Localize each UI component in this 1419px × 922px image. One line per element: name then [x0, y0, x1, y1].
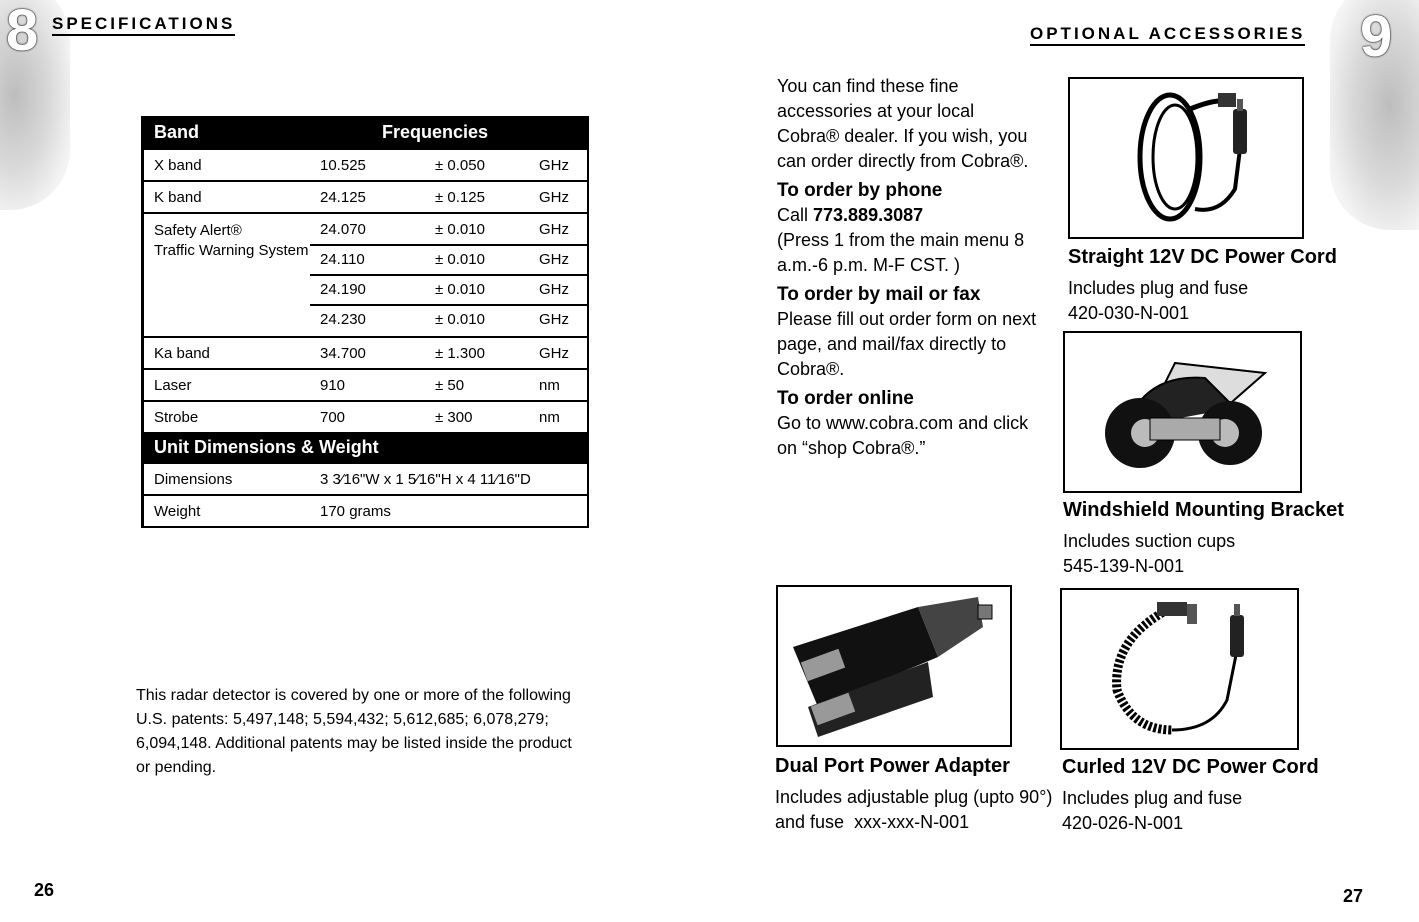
band-label-2: Traffic Warning System	[154, 242, 309, 259]
unit-value: GHz	[539, 189, 569, 206]
online-heading: To order online	[777, 388, 914, 409]
accessory-desc	[1063, 529, 1235, 579]
accessory-part-number: 420-026-N-001	[1062, 813, 1184, 833]
safety-alert-label	[154, 221, 308, 261]
unit-value: GHz	[539, 251, 569, 268]
section-title-optional-accessories: OPTIONAL ACCESSORIES	[1030, 24, 1305, 46]
curled-cord-icon	[1062, 590, 1297, 748]
straight-power-cord-image	[1068, 77, 1304, 239]
tolerance-value: ± 0.050	[435, 157, 485, 174]
page-number-left: 26	[34, 880, 55, 900]
freq-value: 24.230	[320, 311, 366, 328]
phone-number: 773.889.3087	[813, 205, 924, 225]
tolerance-value: ± 0.010	[435, 221, 485, 238]
phone-prefix: Call	[777, 205, 814, 225]
header-band: Band	[154, 122, 199, 142]
table-row	[144, 402, 587, 432]
freq-value: 24.110	[320, 251, 365, 268]
accessory-desc-line: Includes plug and fuse	[1062, 788, 1243, 808]
freq-value: 700	[320, 409, 346, 426]
weight-value: 170 grams	[320, 503, 391, 520]
table-row	[144, 182, 587, 214]
band-label: Safety Alert®	[154, 222, 242, 239]
table-row	[144, 496, 587, 526]
windshield-bracket-image	[1063, 331, 1302, 493]
intro-text: You can find these fine accessories at your local Cobra® dealer. If you wish, you can order directly from Cobra®.	[777, 76, 1029, 171]
phone-line	[777, 203, 1039, 228]
band-frequency-table	[141, 116, 589, 528]
table-row	[144, 150, 587, 182]
phone-heading: To order by phone	[777, 180, 943, 201]
mail-heading: To order by mail or fax	[777, 284, 981, 305]
tolerance-value: ± 0.010	[435, 311, 485, 328]
tolerance-value: ± 300	[435, 409, 473, 426]
mail-text: Please fill out order form on next page, and mail/fax directly to Cobra®.	[777, 309, 1037, 379]
table-row	[310, 244, 587, 276]
table-row	[144, 464, 587, 496]
dimensions-label: Dimensions	[154, 471, 233, 488]
accessory-title: Curled 12V DC Power Cord	[1062, 756, 1319, 778]
curled-power-cord-image	[1060, 588, 1299, 750]
freq-value: 34.700	[320, 345, 366, 362]
band-label: Strobe	[154, 409, 199, 426]
table-row	[144, 338, 587, 370]
dual-adapter-icon	[778, 587, 1010, 745]
header-frequencies: Frequencies	[382, 122, 489, 142]
accessory-title: Straight 12V DC Power Cord	[1068, 246, 1337, 268]
accessory-title: Windshield Mounting Bracket	[1063, 499, 1344, 521]
tolerance-value: ± 0.010	[435, 281, 485, 298]
table-row	[144, 370, 587, 402]
accessory-desc	[1068, 276, 1248, 326]
unit-value: GHz	[539, 345, 569, 362]
accessory-desc	[1062, 786, 1242, 836]
freq-value: 24.070	[320, 221, 366, 238]
patent-notice: This radar detector is covered by one or more of the following U.S. patents: 5,497,148; 5,594,432; 5,612,685; 6,078,279; 6,094,148. Additional patents may be listed inside the product or pending.	[136, 687, 572, 776]
table-row	[310, 274, 587, 306]
unit-value: GHz	[539, 281, 569, 298]
bracket-icon	[1065, 333, 1300, 491]
tolerance-value: ± 1.300	[435, 345, 485, 362]
weight-label: Weight	[154, 503, 201, 520]
online-text: Go to www.cobra.com and click on “shop Cobra®.”	[777, 413, 1029, 458]
chapter-number-left: 8	[6, 0, 39, 63]
section-title-specifications: SPECIFICATIONS	[52, 14, 235, 36]
band-label: K band	[154, 189, 202, 206]
unit-value: GHz	[539, 157, 569, 174]
freq-value: 24.125	[320, 189, 366, 206]
freq-value: 10.525	[320, 157, 366, 174]
tolerance-value: ± 0.010	[435, 251, 485, 268]
accessory-title: Dual Port Power Adapter	[775, 755, 1010, 777]
accessory-part-number: 420-030-N-001	[1068, 303, 1190, 323]
accessory-desc-line: Includes suction cups	[1063, 531, 1236, 551]
table-row	[310, 304, 587, 334]
tolerance-value: ± 0.125	[435, 189, 485, 206]
phone-note: (Press 1 from the main menu 8 a.m.-6 p.m. M-F CST. )	[777, 230, 1025, 275]
unit-value: GHz	[539, 311, 569, 328]
unit-value: nm	[539, 409, 560, 426]
unit-value: nm	[539, 377, 560, 394]
dual-port-adapter-image	[776, 585, 1012, 747]
ordering-info	[777, 74, 1039, 461]
dimensions-value: 3 3⁄16"W x 1 5⁄16"H x 4 11⁄16"D	[320, 471, 531, 488]
table-row	[310, 214, 587, 246]
accessory-desc-line	[775, 810, 1052, 835]
freq-value: 24.190	[320, 281, 366, 298]
unit-header-label: Unit Dimensions & Weight	[154, 437, 379, 457]
accessory-desc-line: Includes adjustable plug (upto 90°)	[775, 787, 1053, 807]
page-number-right: 27	[1343, 886, 1364, 906]
accessory-desc	[775, 785, 1052, 835]
tolerance-value: ± 50	[435, 377, 465, 394]
band-table-header	[144, 116, 587, 150]
accessory-desc-line: Includes plug and fuse	[1068, 278, 1249, 298]
safety-alert-group	[144, 214, 587, 338]
straight-cord-icon	[1070, 79, 1302, 237]
freq-value: 910	[320, 377, 346, 394]
unit-value: GHz	[539, 221, 569, 238]
band-label: Ka band	[154, 345, 210, 362]
accessory-desc-line-2: and fuse	[775, 812, 845, 832]
unit-dimensions-header	[144, 432, 587, 464]
band-label: Laser	[154, 377, 192, 394]
accessory-part-number: 545-139-N-001	[1063, 556, 1185, 576]
chapter-number-right: 9	[1360, 4, 1393, 69]
band-label: X band	[154, 157, 202, 174]
accessory-part-number: xxx-xxx-N-001	[854, 812, 970, 832]
